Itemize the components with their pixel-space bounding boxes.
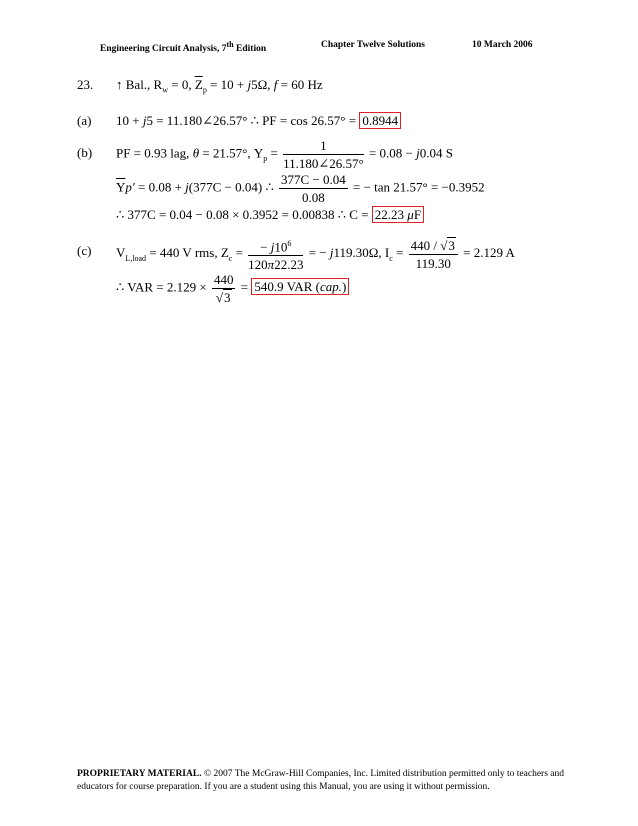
part-b-line-2: $\overline{Y}p' = 0.08 + j(377C - 0.04)$ ∴ $\frac{377C - 0.04}{0.08}$ = − tan 21.57° = −0.3952 bbox=[116, 172, 485, 205]
problem-given: ↑ Bal., $R_w = 0$, $\overline{Z}_p = 10 + j5\Omega$, f = 60 Hz bbox=[116, 77, 323, 95]
header-chapter: Chapter Twelve Solutions bbox=[321, 40, 425, 50]
part-b-label: (b) bbox=[77, 145, 93, 160]
part-c-answer: 540.9 VAR (cap.) bbox=[251, 278, 349, 295]
proprietary-footer: PROPRIETARY MATERIAL. © 2007 The McGraw-Hill Companies, Inc. Limited distribution permitted only to teachers and educators for course preparation. If you are a student using this Manual, you are using it without permission. bbox=[77, 769, 565, 792]
part-c-line-1: $V_{L,load} = 440$ V rms, $Z_c$ = $\frac{- j10^6}{120\pi 22.23}$ = − j119.30Ω, $I_c$ = $\frac{440 / √3}{119.30}$ = 2.129 A bbox=[116, 237, 515, 273]
header-book-title: Engineering Circuit Analysis, 7th Edition bbox=[100, 40, 267, 55]
part-a-label: (a) bbox=[77, 113, 92, 128]
header-date: 10 March 2006 bbox=[472, 40, 533, 50]
part-b-line-3: ∴ 377C = 0.04 − 0.08 × 0.3952 = 0.00838 ∴ C = 22.23 μF bbox=[116, 207, 424, 223]
problem-number: 23. bbox=[77, 77, 94, 92]
fraction-current: $\frac{440 / √3}{119.30}$ bbox=[409, 238, 458, 271]
part-b-line-1: PF = 0.93 lag, θ = 21.57°, $Y_p$ = $\frac{1}{11.180\angle 26.57^\circ}$ = 0.08 − j0.04 S bbox=[116, 138, 453, 171]
fraction-impedance: $\frac{- j10^6}{120\pi 22.23}$ bbox=[248, 236, 303, 272]
part-a-answer: 0.8944 bbox=[359, 112, 401, 129]
part-c-label: (c) bbox=[77, 243, 92, 258]
part-c-line-2: ∴ VAR = 2.129 × $\frac{440}{√3}$ = 540.9 VAR (cap.) bbox=[116, 272, 349, 305]
part-b-answer: 22.23 μF bbox=[372, 206, 424, 223]
fraction-voltage: $\frac{440}{√3}$ bbox=[213, 272, 234, 305]
part-a-equation: 10 + j5 = 11.180∠26.57° ∴ PF = cos 26.57° = 0.8944 bbox=[116, 113, 401, 129]
fraction-capacitance-ratio: $\frac{377C - 0.04}{0.08}$ bbox=[280, 172, 346, 205]
fraction-admittance: $\frac{1}{11.180\angle 26.57^\circ}$ bbox=[283, 138, 364, 171]
